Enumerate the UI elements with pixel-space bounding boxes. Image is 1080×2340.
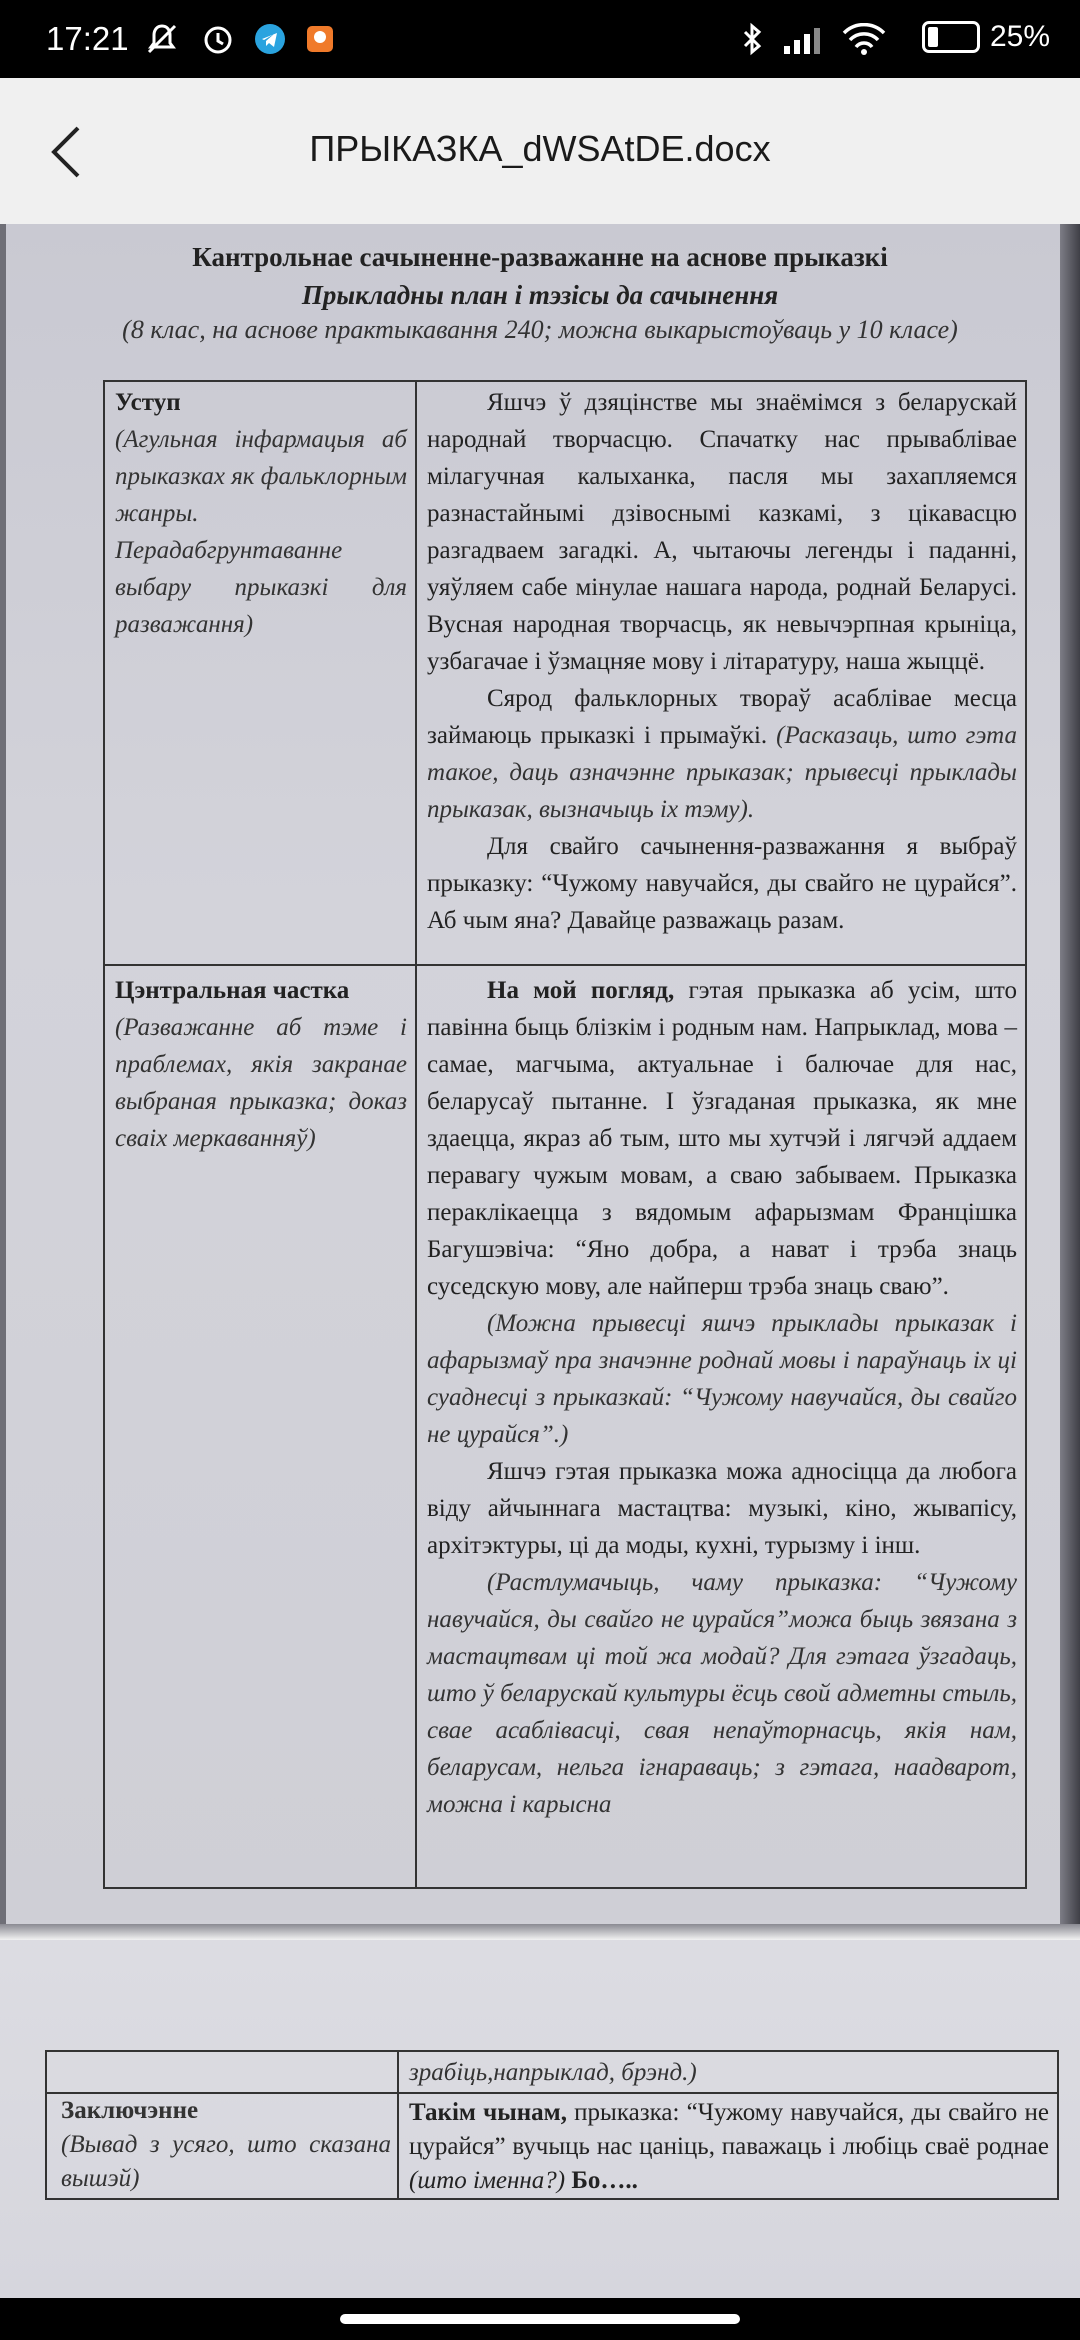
home-gesture-bar[interactable] [340,2314,740,2324]
row-conclusion-note: (Вывад з усяго, што сказана вышэй) [61,2131,391,2192]
row-main-note: (Разважанне аб тэме і праблемах, якія закранае выбраная прыказка; доказ сваіх меркаванняў) [115,1014,407,1152]
app-icon [302,22,338,56]
doc-heading: Кантрольнае сачыненне-разважанне на аснове прыказкі [192,242,888,272]
row-main-p1: На мой погляд, гэтая прыказка аб усім, што павінна быць блізкім і родным нам. Напрыклад, мова – самае, магчыма, актуальнае і балючае для нас, беларусаў пытанне. І ўзгаданая прыказка, як мне здаецца, якраз аб тым, што мы хутчэй і лягчэй аддаем перавагу чужым мовам, а сваю забываем. Прыказка пераклікаецца з вядомым афарызмам Францішка Багушэвіча: “Яно добра, а нават і трэба знаць суседскую мову, але найперш трэба знаць сваю”. [427,977,1017,1300]
row-conclusion-text: Такім чынам, прыказка: “Чужому навучайся, ды свайго не цурайся” вучыць нас цаніць, паважаць і любіць сваё роднае (што іменна?) Бо….. [409,2099,1049,2194]
conclusion-table [45,2050,1059,2200]
doc-subheading: Прыкладны план і тэзісы да сачынення [301,280,779,310]
row-main-p3: Яшчэ гэтая прыказка можа адносіцца да любога віду айчыннага мастацтва: музыкі, кіно, жывапісу, архітэктуры, ці да моды, кухні, турызму і інш. [427,1458,1017,1559]
row-main-label-cell [115,972,407,1157]
app-bar [0,78,1080,224]
doc-note: (8 клас, на аснове практыкавання 240; можна выкарыстоўваць у 10 класе) [122,315,958,344]
plan-table [103,380,1027,1889]
bluetooth-icon [738,22,768,56]
status-bar [0,0,1080,78]
row-intro-p2: Сярод фальклорных твораў асаблівае месца займаюць прыказкі і прымаўкі. (Расказаць, што гэта такое, даць азначэнне прыказак; прывесці прыклады прыказак, вызначыць іх тэму). [427,685,1017,823]
status-time: 17:21 [46,20,129,57]
battery-indicator [922,20,1050,54]
battery-percent: 25% [989,20,1050,53]
document-title: ПРЫКАЗКА_dWSAtDE.docx [309,128,771,169]
row-intro-p1: Яшчэ ў дзяцінстве мы знаёмімся з беларускай народнай творчасцю. Спачатку нас прываблівае мілагучная калыханка, пасля мы захапляемся разнастайнымі дзівоснымі казкамі, з цікавасцю разгадваем загадкі. А, чытаючы легенды і паданні, уяўляем сабе мінулае нашага народа, роднай Беларусі. Вусная народная творчасць, як невычэрпная крыніца, узбагачае і ўзмацняе мову і літаратуру, наша жыццё. [427,389,1017,675]
row-main-text-cell [427,972,1017,1823]
continuation-text: зрабіць,напрыклад, брэнд.) [409,2059,697,2086]
row-intro-p3: Для свайго сачынення-разважання я выбраў прыказку: “Чужому навучайся, ды свайго не цурайся”. Аб чым яна? Давайце разважаць разам. [427,833,1017,934]
row-main-p2: (Можна прывесці яшчэ прыклады прыказак і афарызмаў пра значэнне роднай мовы і параўнаць іх ці суаднесці з прыказкай: “Чужому навучайся, ды свайго не цурайся”.) [427,1310,1017,1448]
row-main-label: Цэнтральная частка [115,977,350,1004]
battery-icon [922,21,980,53]
alarm-icon [198,22,238,56]
row-intro-label-cell [115,384,407,643]
wifi-icon [840,22,888,56]
signal-icon [780,22,830,56]
row-intro-label: Уступ [115,389,181,416]
row-main-p4: (Растлумачыць, чаму прыказка: “Чужому навучайся, ды свайго не цурайся”можа быць звязана з мастацтвам ці той жа модай? Для гэтага ўзгадаць, што ў беларускай культуры ёсць свой адметны стыль, свае асаблівасці, свая непаўторнасць, якія нам, беларусам, нельга ігнараваць; з гэтага, наадварот, можна і карысна [427,1569,1017,1818]
bell-off-icon [140,22,184,56]
row-conclusion-label-cell [61,2094,391,2196]
row-intro-text-cell [427,384,1017,939]
row-intro-note: (Агульная інфармацыя аб прыказках як фальклорным жанры. Перадабгрунтаванне выбару прыказкі для разважання) [115,426,407,638]
telegram-icon [252,22,288,56]
row-conclusion-label: Заключэнне [61,2097,199,2124]
